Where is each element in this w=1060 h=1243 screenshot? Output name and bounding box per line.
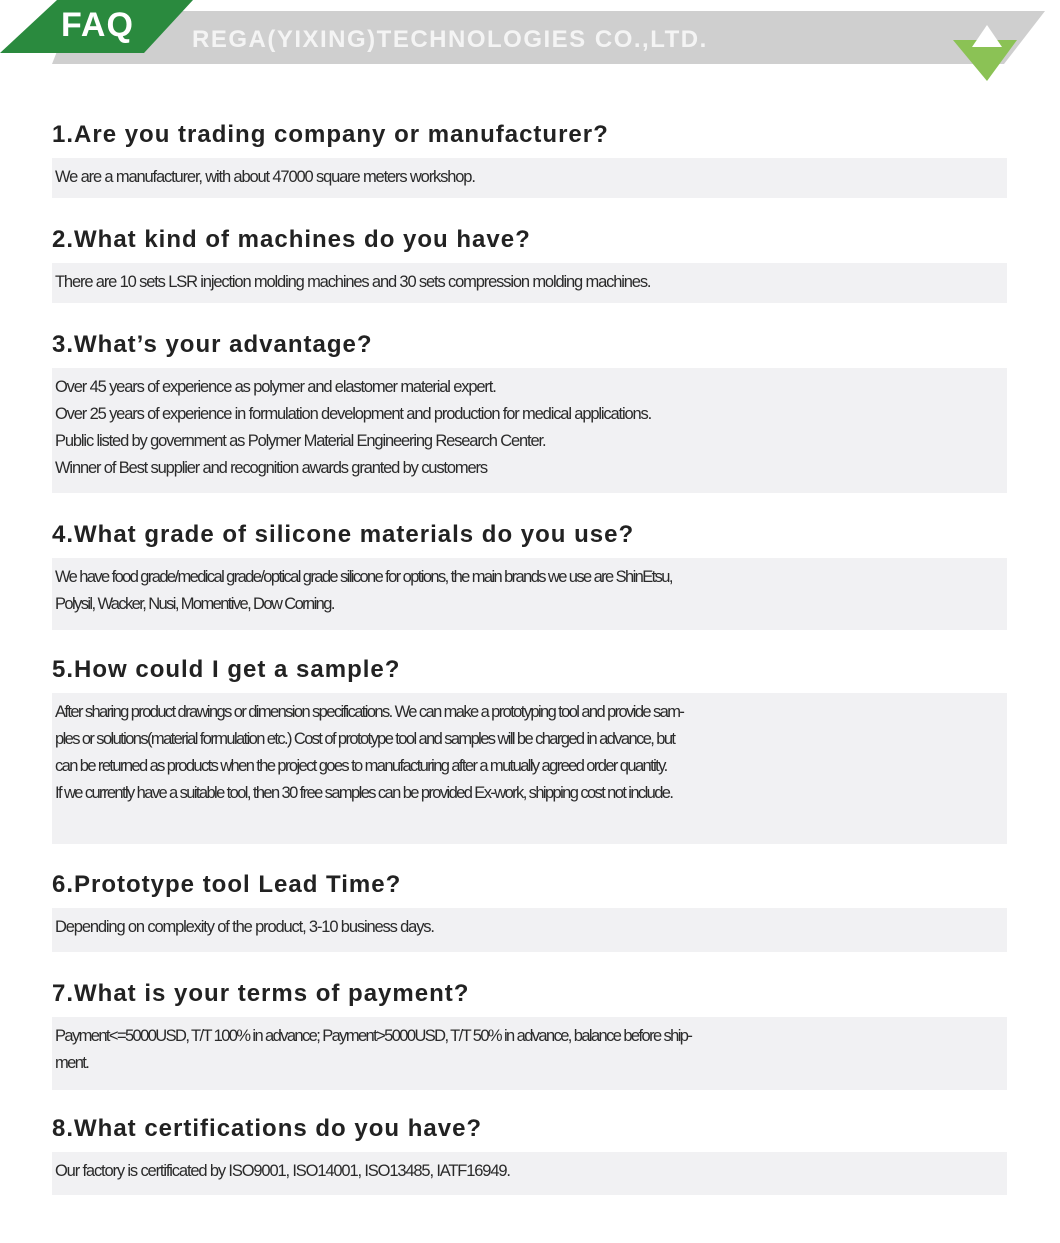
answer-line: We have food grade/medical grade/optical grade silicone for options, the main brands we use are ShinEtsu, xyxy=(55,568,672,586)
faq-item-7 xyxy=(52,979,1007,1090)
faq-answer xyxy=(52,1017,1007,1090)
answer-line: Payment<=5000USD, T/T 100% in advance; Payment>5000USD, T/T 50% in advance, balance before ship- xyxy=(55,1027,692,1045)
faq-question: 4.What grade of silicone materials do you use? xyxy=(52,521,635,548)
faq-answer xyxy=(52,558,1007,630)
answer-line: Our factory is certificated by ISO9001, ISO14001, ISO13485, IATF16949. xyxy=(55,1162,510,1180)
answer-line: Winner of Best supplier and recognition awards granted by customers xyxy=(55,459,487,477)
faq-question: 7.What is your terms of payment? xyxy=(52,980,470,1007)
faq-question: 8.What certifications do you have? xyxy=(52,1115,483,1142)
faq-banner xyxy=(0,0,1060,90)
faq-item-6 xyxy=(52,870,1007,952)
faq-answer xyxy=(52,693,1007,844)
answer-line: Public listed by government as Polymer Material Engineering Research Center. xyxy=(55,432,546,450)
answer-line: There are 10 sets LSR injection molding machines and 30 sets compression molding machines. xyxy=(55,273,651,291)
faq-item-2 xyxy=(52,225,1007,303)
faq-item-4 xyxy=(52,520,1007,630)
faq-badge-label: FAQ xyxy=(61,6,134,44)
faq-item-1 xyxy=(52,120,1007,198)
faq-question: 3.What’s your advantage? xyxy=(52,331,373,358)
faq-item-3 xyxy=(52,330,1007,493)
faq-question: 1.Are you trading company or manufacturer? xyxy=(52,121,609,148)
answer-line: After sharing product drawings or dimension specifications. We can make a prototyping tool and provide sam- xyxy=(55,703,684,721)
answer-line: Depending on complexity of the product, 3-10 business days. xyxy=(55,918,434,936)
company-name: REGA(YIXING)TECHNOLOGIES CO.,LTD. xyxy=(192,26,708,53)
faq-question: 6.Prototype tool Lead Time? xyxy=(52,871,402,898)
faq-answer xyxy=(52,368,1007,493)
answer-line: ment. xyxy=(55,1054,89,1072)
answer-line: Over 45 years of experience as polymer and elastomer material expert. xyxy=(55,378,496,396)
faq-answer xyxy=(52,158,1007,198)
faq-answer xyxy=(52,263,1007,303)
answer-line: ples or solutions(material formulation etc.) Cost of prototype tool and samples will be charged in advance, but xyxy=(55,730,675,748)
faq-question: 5.How could I get a sample? xyxy=(52,656,401,683)
answer-line: If we currently have a suitable tool, then 30 free samples can be provided Ex-work, shipping cost not include. xyxy=(55,784,673,802)
answer-line: can be returned as products when the project goes to manufacturing after a mutually agreed order quantity. xyxy=(55,757,667,775)
faq-item-8 xyxy=(52,1114,1007,1195)
answer-line: We are a manufacturer, with about 47000 square meters workshop. xyxy=(55,168,475,186)
faq-question: 2.What kind of machines do you have? xyxy=(52,226,531,253)
answer-line: Polysil, Wacker, Nusi, Momentive, Dow Corning. xyxy=(55,595,334,613)
faq-answer xyxy=(52,1152,1007,1195)
faq-answer xyxy=(52,908,1007,952)
answer-line: Over 25 years of experience in formulation development and production for medical applications. xyxy=(55,405,652,423)
faq-item-5 xyxy=(52,655,1007,844)
